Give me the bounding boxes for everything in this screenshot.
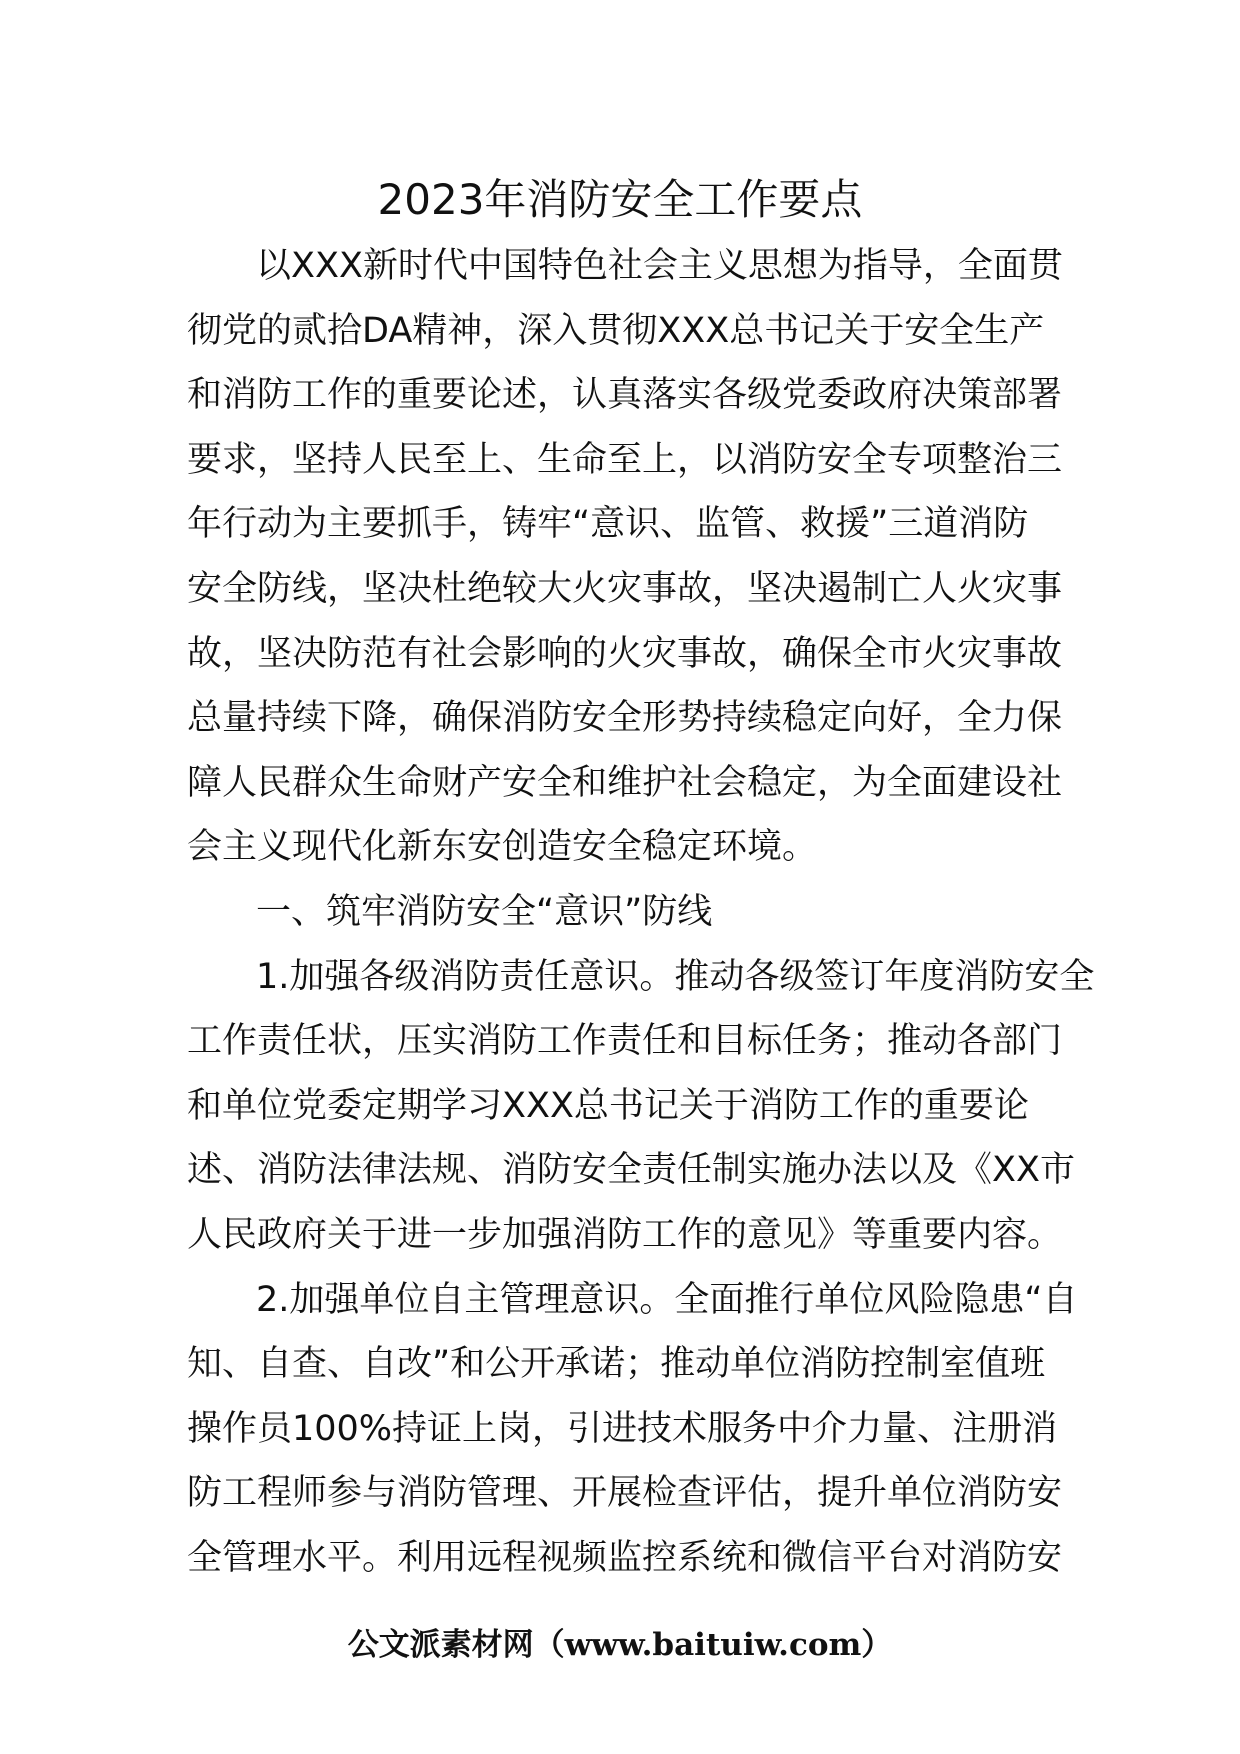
paragraph-line: 工作责任状，压实消防工作责任和目标任务；推动各部门 bbox=[187, 1021, 1063, 1062]
paragraph-line: 和单位党委定期学习XXX总书记关于消防工作的重要论 bbox=[187, 1085, 1029, 1126]
paragraph-line: 以XXX新时代中国特色社会主义思想为指导，全面贯 bbox=[256, 246, 1063, 286]
paragraph-line: 和消防工作的重要论述，认真落实各级党委政府决策部署 bbox=[187, 375, 1063, 416]
paragraph-line: 操作员100%持证上岗，引进技术服务中介力量、注册消 bbox=[187, 1408, 1058, 1449]
paragraph-line: 会主义现代化新东安创造安全稳定环境。 bbox=[187, 827, 818, 868]
document-title: 2023年消防安全工作要点 bbox=[377, 175, 863, 224]
source-footer: 公文派素材网（www.baituiw.com） bbox=[347, 1627, 893, 1663]
paragraph-line: 障人民群众生命财产安全和维护社会稳定，为全面建设社 bbox=[187, 762, 1063, 803]
paragraph-line: 故，坚决防范有社会影响的火灾事故，确保全市火灾事故 bbox=[187, 633, 1063, 674]
paragraph-line: 年行动为主要抓手，铸牢“意识、监管、救援”三道消防 bbox=[187, 504, 1029, 545]
paragraph-line: 安全防线，坚决杜绝较大火灾事故，坚决遏制亡人火灾事 bbox=[187, 568, 1063, 609]
paragraph-line: 知、自查、自改”和公开承诺；推动单位消防控制室值班 bbox=[187, 1344, 1046, 1385]
paragraph-line: 全管理水平。利用远程视频监控系统和微信平台对消防安 bbox=[187, 1537, 1063, 1578]
paragraph-line: 述、消防法律法规、消防安全责任制实施办法以及《XX市 bbox=[187, 1150, 1075, 1191]
paragraph-line: 防工程师参与消防管理、开展检查评估，提升单位消防安 bbox=[187, 1473, 1063, 1514]
paragraph-line: 要求，坚持人民至上、生命至上，以消防安全专项整治三 bbox=[187, 439, 1063, 480]
paragraph-line: 2.加强单位自主管理意识。全面推行单位风险隐患“自 bbox=[256, 1279, 1078, 1320]
paragraph-line: 1.加强各级消防责任意识。推动各级签订年度消防安全 bbox=[256, 956, 1095, 997]
section-heading: 一、筑牢消防安全“意识”防线 bbox=[256, 891, 713, 932]
paragraph-line: 人民政府关于进一步加强消防工作的意见》等重要内容。 bbox=[187, 1214, 1063, 1255]
paragraph-line: 总量持续下降，确保消防安全形势持续稳定向好，全力保 bbox=[187, 698, 1063, 739]
paragraph-line: 彻党的贰拾DA精神，深入贯彻XXX总书记关于安全生产 bbox=[187, 310, 1045, 351]
document-body bbox=[187, 234, 1095, 1590]
